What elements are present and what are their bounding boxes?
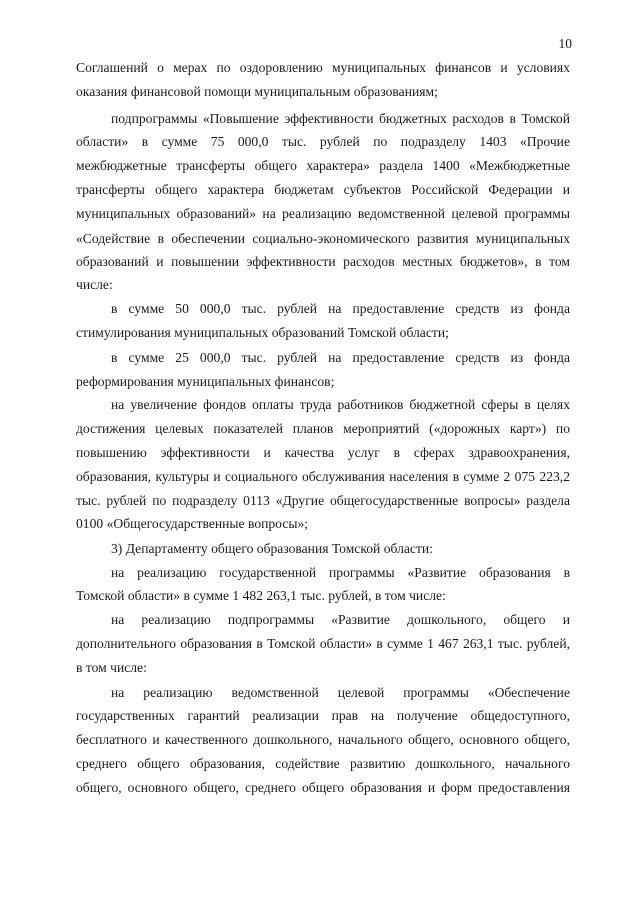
text-line: общего, основного общего, среднего общего образования и форм предоставления	[76, 780, 570, 795]
text-line: области» в сумме 75 000,0 тыс. рублей по подразделу 1403 «Прочие	[76, 134, 570, 149]
text-line: числе:	[76, 277, 113, 292]
text-line: повышению эффективности и качества услуг в сферах здравоохранения,	[76, 445, 570, 460]
text-line: среднего общего образования, содействие развитию дошкольного, начального	[76, 756, 570, 771]
text-line: достижения целевых показателей планов мероприятий («дорожных карт») по	[76, 421, 570, 436]
text-line: образований и повышении эффективности расходов местных бюджетов», в том	[76, 254, 570, 269]
text-line: стимулирования муниципальных образований Томской области;	[76, 325, 449, 340]
text-line: реформирования муниципальных финансов;	[76, 374, 335, 389]
text-line: межбюджетные трансферты общего характера» раздела 1400 «Межбюджетные	[76, 158, 570, 173]
text-line: 0100 «Общегосударственные вопросы»;	[76, 516, 309, 531]
text-line: подпрограммы «Повышение эффективности бюджетных расходов в Томской	[111, 111, 570, 126]
text-line: в сумме 50 000,0 тыс. рублей на предоставление средств из фонда	[111, 301, 570, 316]
text-line: «Содействие в обеспечении социально-экономического развития муниципальных	[76, 231, 570, 246]
text-line: трансферты общего характера бюджетам субъектов Российской Федерации и	[76, 182, 570, 197]
text-line: муниципальных образований» на реализацию ведомственной целевой программы	[76, 206, 570, 221]
text-line: дополнительного образования в Томской области» в сумме 1 467 263,1 тыс. рублей,	[76, 636, 570, 651]
text-line: на реализацию государственной программы «Развитие образования в	[111, 565, 570, 580]
page-number: 10	[558, 36, 572, 51]
text-line: государственных гарантий реализации прав на получение общедоступного,	[76, 708, 570, 723]
text-line: на реализацию ведомственной целевой программы «Обеспечение	[111, 685, 570, 700]
text-line: Томской области» в сумме 1 482 263,1 тыс. рублей, в том числе:	[76, 588, 446, 603]
text-line: на увеличение фондов оплаты труда работников бюджетной сферы в целях	[111, 397, 570, 412]
text-line: тыс. рублей по подразделу 0113 «Другие общегосударственные вопросы» раздела	[76, 493, 570, 508]
text-line: оказания финансовой помощи муниципальным образованиям;	[76, 84, 438, 99]
text-line: 3) Департаменту общего образования Томской области:	[111, 541, 433, 556]
text-line: образования, культуры и социального обслуживания населения в сумме 2 075 223,2	[76, 469, 570, 484]
text-line: бесплатного и качественного дошкольного, начального общего, основного общего,	[76, 732, 570, 747]
text-line: в том числе:	[76, 660, 147, 675]
text-line: на реализацию подпрограммы «Развитие дошкольного, общего и	[111, 612, 570, 627]
text-line: в сумме 25 000,0 тыс. рублей на предоставление средств из фонда	[111, 350, 570, 365]
text-line: Соглашений о мерах по оздоровлению муниципальных финансов и условиях	[76, 60, 570, 75]
